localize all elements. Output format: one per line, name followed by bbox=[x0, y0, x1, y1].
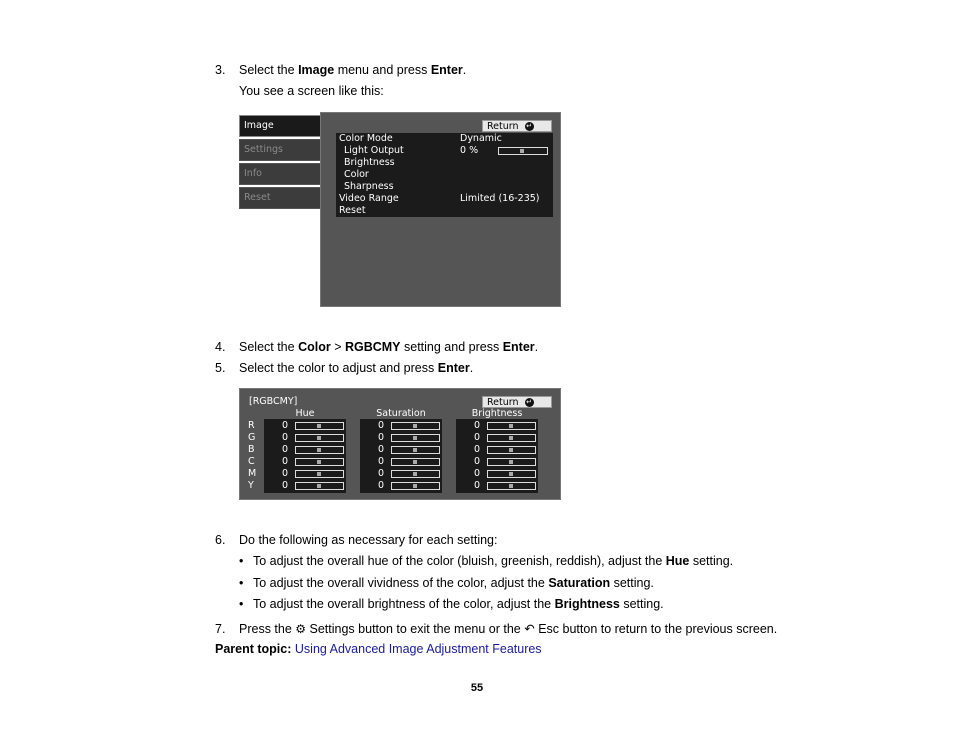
row-label-Y: Y bbox=[248, 480, 254, 491]
cell-value: 0 bbox=[378, 468, 385, 479]
enter-icon: ↵ bbox=[526, 397, 532, 406]
cell-value: 0 bbox=[474, 444, 481, 455]
slider-bar[interactable] bbox=[391, 482, 440, 490]
cell-value: 0 bbox=[474, 432, 481, 443]
slider-bar[interactable] bbox=[391, 470, 440, 478]
slider-bar[interactable] bbox=[487, 470, 536, 478]
column-2 bbox=[456, 419, 538, 493]
menu-row[interactable] bbox=[336, 205, 553, 217]
slider-bar[interactable] bbox=[295, 434, 344, 442]
image-menu-screenshot bbox=[239, 112, 561, 307]
slider-knob bbox=[509, 472, 513, 476]
column-0 bbox=[264, 419, 346, 493]
slider-bar[interactable] bbox=[498, 147, 548, 155]
bullet-item bbox=[239, 576, 654, 590]
page-number: 55 bbox=[470, 682, 484, 694]
esc-return-icon: ↶ bbox=[524, 622, 535, 636]
step-6: 6. Do the following as necessary for each setting: bbox=[215, 533, 498, 547]
column-1 bbox=[360, 419, 442, 493]
bullet-text: To adjust the overall brightness of the color, adjust the bbox=[253, 597, 555, 611]
row-label-C: C bbox=[248, 456, 255, 467]
slider-knob bbox=[509, 424, 513, 428]
cell-value: 0 bbox=[378, 432, 385, 443]
menu-row-label: Video Range bbox=[339, 193, 399, 204]
menu-row[interactable] bbox=[336, 157, 553, 169]
slider-bar[interactable] bbox=[487, 446, 536, 454]
enter-icon: ↵ bbox=[526, 121, 532, 130]
menu-row-value: 0 % bbox=[460, 145, 479, 156]
slider-knob bbox=[413, 448, 417, 452]
menu-row-label: Color bbox=[344, 169, 369, 180]
bullet-item bbox=[239, 597, 664, 611]
menu-row[interactable] bbox=[336, 169, 553, 181]
menu-tab-1[interactable]: Settings bbox=[239, 139, 327, 161]
cell-value: 0 bbox=[378, 480, 385, 491]
cell-value: 0 bbox=[378, 456, 385, 467]
cell-value: 0 bbox=[282, 420, 289, 431]
slider-bar[interactable] bbox=[295, 446, 344, 454]
menu-row[interactable] bbox=[336, 181, 553, 193]
return-button[interactable]: Return ↵ bbox=[482, 120, 552, 132]
row-label-B: B bbox=[248, 444, 255, 455]
menu-row-label: Sharpness bbox=[344, 181, 394, 192]
slider-knob bbox=[413, 484, 417, 488]
bullet-text: To adjust the overall hue of the color (bluish, greenish, reddish), adjust the bbox=[253, 554, 666, 568]
slider-bar[interactable] bbox=[391, 446, 440, 454]
slider-knob bbox=[509, 460, 513, 464]
menu-row-value: Dynamic bbox=[460, 133, 502, 144]
slider-knob bbox=[509, 448, 513, 452]
menu-row-value: Limited (16-235) bbox=[460, 193, 540, 204]
cell-value: 0 bbox=[474, 456, 481, 467]
menu-row-label: Reset bbox=[339, 205, 366, 216]
slider-knob bbox=[317, 460, 321, 464]
step-3-sub: You see a screen like this: bbox=[239, 84, 384, 98]
slider-knob bbox=[317, 436, 321, 440]
step-4: 4. Select the Color > RGBCMY setting and press Enter. bbox=[215, 340, 539, 354]
slider-knob bbox=[509, 484, 513, 488]
menu-row[interactable] bbox=[336, 133, 553, 145]
menu-tab-3[interactable]: Reset bbox=[239, 187, 327, 209]
cell-value: 0 bbox=[378, 444, 385, 455]
column-header-2: Brightness bbox=[471, 408, 523, 419]
row-label-R: R bbox=[248, 420, 255, 431]
bullet-icon: • bbox=[239, 575, 244, 590]
parent-topic: Parent topic: Using Advanced Image Adjustment Features bbox=[215, 642, 542, 656]
slider-knob bbox=[520, 149, 524, 153]
slider-bar[interactable] bbox=[391, 422, 440, 430]
bullet-bold: Brightness bbox=[554, 597, 620, 611]
slider-bar[interactable] bbox=[487, 422, 536, 430]
cell-value: 0 bbox=[474, 468, 481, 479]
cell-value: 0 bbox=[282, 432, 289, 443]
cell-value: 0 bbox=[282, 468, 289, 479]
bullet-text: To adjust the overall vividness of the color, adjust the bbox=[253, 575, 549, 590]
slider-bar[interactable] bbox=[295, 458, 344, 466]
menu-row-label: Color Mode bbox=[339, 133, 393, 144]
slider-bar[interactable] bbox=[295, 422, 344, 430]
rgbcmy-title: [RGBCMY] bbox=[249, 396, 298, 407]
settings-icon: ⚙ bbox=[295, 622, 307, 636]
bullet-icon: • bbox=[239, 597, 244, 611]
bullet-item bbox=[239, 554, 733, 568]
slider-knob bbox=[413, 424, 417, 428]
slider-knob bbox=[413, 472, 417, 476]
menu-tab-2[interactable]: Info bbox=[239, 163, 327, 185]
bullet-bold: Hue bbox=[665, 554, 690, 568]
step-7: 7. Press the ⚙ Settings button to exit the menu or the ↶ Esc button to return to the previous screen. bbox=[215, 622, 778, 636]
step-5: 5. Select the color to adjust and press Enter. bbox=[215, 361, 474, 375]
menu-row-label: Light Output bbox=[344, 145, 404, 156]
slider-knob bbox=[509, 436, 513, 440]
slider-knob bbox=[317, 448, 321, 452]
menu-row-label: Brightness bbox=[344, 157, 395, 168]
image-menu-panel bbox=[320, 112, 561, 307]
menu-row[interactable] bbox=[336, 145, 553, 157]
slider-bar[interactable] bbox=[487, 458, 536, 466]
rgbcmy-menu-screenshot bbox=[239, 388, 561, 500]
slider-knob bbox=[317, 484, 321, 488]
slider-knob bbox=[317, 472, 321, 476]
cell-value: 0 bbox=[474, 480, 481, 491]
slider-bar[interactable] bbox=[487, 434, 536, 442]
bullet-bold: Saturation bbox=[548, 575, 611, 590]
slider-knob bbox=[317, 424, 321, 428]
menu-tab-0[interactable]: Image bbox=[239, 115, 327, 137]
slider-bar[interactable] bbox=[487, 482, 536, 490]
cell-value: 0 bbox=[282, 456, 289, 467]
return-button[interactable]: Return ↵ bbox=[482, 396, 552, 408]
slider-knob bbox=[413, 460, 417, 464]
cell-value: 0 bbox=[282, 480, 289, 491]
cell-value: 0 bbox=[282, 444, 289, 455]
slider-bar[interactable] bbox=[295, 482, 344, 490]
bullet-text: setting. bbox=[610, 575, 654, 590]
row-label-G: G bbox=[248, 432, 256, 443]
bullet-text: setting. bbox=[689, 554, 734, 568]
column-header-0: Hue bbox=[295, 408, 315, 419]
step-3: 3. Select the Image menu and press Enter. bbox=[215, 63, 467, 77]
menu-row[interactable] bbox=[336, 193, 553, 205]
slider-bar[interactable] bbox=[391, 434, 440, 442]
parent-topic-link[interactable]: Using Advanced Image Adjustment Features bbox=[294, 642, 542, 656]
cell-value: 0 bbox=[378, 420, 385, 431]
bullet-icon: • bbox=[239, 554, 244, 568]
column-header-1: Saturation bbox=[376, 408, 426, 419]
slider-bar[interactable] bbox=[391, 458, 440, 466]
slider-bar[interactable] bbox=[295, 470, 344, 478]
row-label-M: M bbox=[248, 468, 257, 479]
bullet-text: setting. bbox=[619, 597, 664, 611]
slider-knob bbox=[413, 436, 417, 440]
cell-value: 0 bbox=[474, 420, 481, 431]
